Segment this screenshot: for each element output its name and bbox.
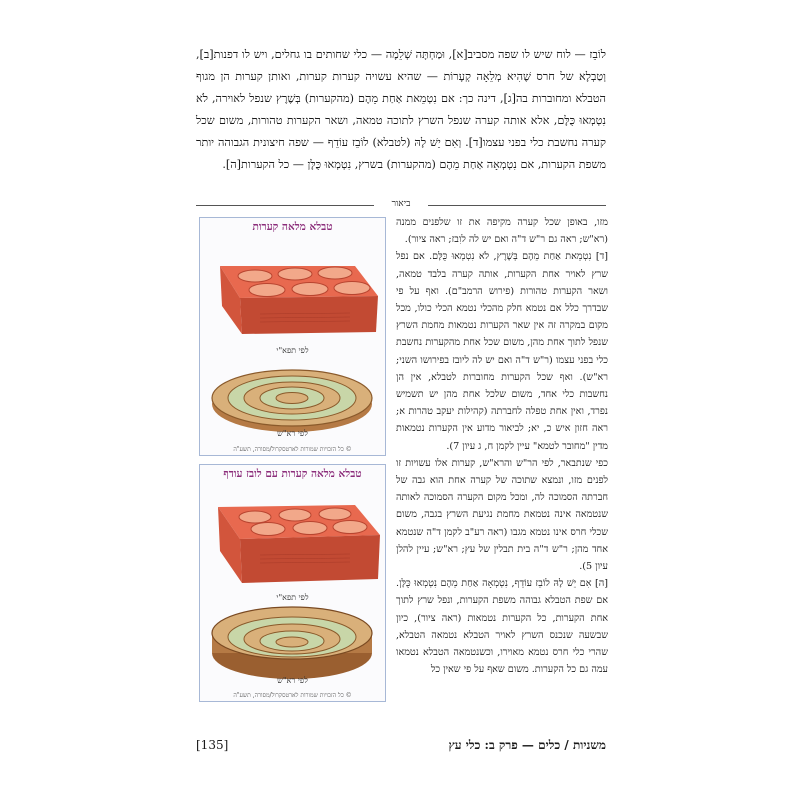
commentary-paragraph: [ה] אִם יֵשׁ לָהּ לוֹבֵז עוֹדֵף, נִטְמְאָה אַחַת מֵהֶם נִטְמְאוּ כֻּלָּן. אם שפת הטבלא גבוהה משפת הקערות, ונפל שרץ לתוך אחת הקערות, כל הקערות נטמאות (ראה ציור), כיון שבשעה שנכנס השרץ לאויר הטבלא נטמאה הטבלא, שהרי כלי חרס נטמא מאוירו, וכשנטמאה הטבלא נטמאו עמה גם כל הקערות. משום שאף על פי שאין כל [396,578,608,676]
page-footer [196,738,606,758]
commentary-paragraph: [ד] נִטְמֵאת אַחַת מֵהֶם בְּשֶׁרֶץ, לֹא נִטְמְאוּ כֻּלָּם. אם נפל שרץ לאויר אחת הקערות, אותה קערה בלבד טמאה, ושאר הקערות טהורות (פירוש הרמב"ם). ואף על פי שבדרך כלל אם נטמא חלק מהכלי נטמא הכלי כולו, מכל מקום במקרה זה אין שאר הקערות נטמאות מחמת השרץ שנפל לתוך אחת מהן, משום שכל אחת מהקערות נחשבת כלי בפני עצמו (ר"ש ד"ה ואם יש לה ליובז בפירושו השני; רא"ש). ואף שכל הקערות מחוברות לטבלא, אין הן נחשבות כלי אחד, משום שלכל אחת מהן יש תשמיש נפרד, ואין אחת טפלה לחברתה (קהילות יעקב טהרות א; ראה חזון איש כ, יא; לביאור מדוע אין הקערות נטמאות מדין "מחובר לטמא" עיין לקמן ח, ג עיון 7). [396,251,608,452]
commentary-paragraph: מזו, באופן שכל קערה מקיפה את זו שלפנים ממנה (רא"ש; ראה גם ר"ש ד"ה ואם יש לה לוִבז; ראה ציור). [396,217,608,246]
tray-rim-concentric-rash-image [200,603,385,683]
divider-label: ביאור [391,199,411,209]
image-credit: © כל הזכויות שמורות לארטסקרול/מסורה, תשע"ה [233,446,352,453]
tray-top-view-image [200,236,385,351]
tray-rim-top-view-image [200,481,385,596]
caption-tiferet-yisrael: לפי תפא"י [276,593,309,602]
illustration-title: טבלא מלאה קערות עם לובז עודף [223,468,362,480]
caption-rosh: לפי רא"ש [277,429,308,438]
commentary-column [396,214,608,678]
illustration-tray-with-bowls [199,217,386,456]
caption-tiferet-yisrael: לפי תפא"י [276,346,309,355]
illustration-title: טבלא מלאה קערות [252,221,333,233]
page-number: [135] [196,738,229,752]
running-header: משניות / כלים — פרק ב: כלי עץ [448,738,606,752]
caption-rosh: לפי רא"ש [277,676,308,685]
commentary-paragraph: כפי שנתבאר, לפי הר"ש והרא"ש, קערות אלו עשויות זו לפנים מזו, ונמצא שתוכה של קערה אחת הוא גבה של חברתה הסמוכה לה, ומכל מקום הקערה הסמוכה לאותה שנטמאה אינה נטמאת מחמת נגיעת השרץ בגבה, משום שכלי חרס אינו נטמא מגבו (ראה רע"ב לקמן ד"ה שנטמא אחד מהן; ר"ש ד"ה בית תבלין של עץ; רא"ש; עיין להלן עיון 5). [396,457,608,573]
mishnah-text: לוֹבֵז — לוח שיש לו שפה מסביב[א], וּמַחְתָּה שְׁלֵמָה — כלי שחותים בו גחלים, ויש לו דפנות[ב], וְטַבְלָא של חרס שֶׁהִיא מְלֵאָה קְעָרוֹת — שהיא עשויה קערות קערות, ואותן קערות הן מגוף הטבלא ומחוברות בה[ג], דינה כך: אם נִטְמֵאת אַחַת מֵהֶם (מהקערות) בְּשֶׁרֶץ שנפל לאוירה, לֹא נִטְמְאוּ כֻּלָּם, אלא אותה קערה שנפל השרץ לתוכה טמאה, ושאר הקערות טהורות, משום שכל קערה נחשבת כלי בפני עצמו[ד]. וְאִם יֵשׁ לָהּ (לטבלא) לוֹבֵז עוֹדֵף — שפה חיצונית הגבוהה יותר משפת הקערות, אם נִטְמְאָה אַחַת מֵהֶם (מהקערות) בשרץ, נִטְמְאוּ כֻּלָּן — כל הקערות[ה]. [196,48,606,171]
illustration-tray-with-rim [199,464,386,702]
section-divider [196,200,606,210]
image-credit: © כל הזכויות שמורות לארטסקרול/מסורה, תשע"ה [233,692,352,699]
tray-concentric-rash-image [200,358,385,438]
